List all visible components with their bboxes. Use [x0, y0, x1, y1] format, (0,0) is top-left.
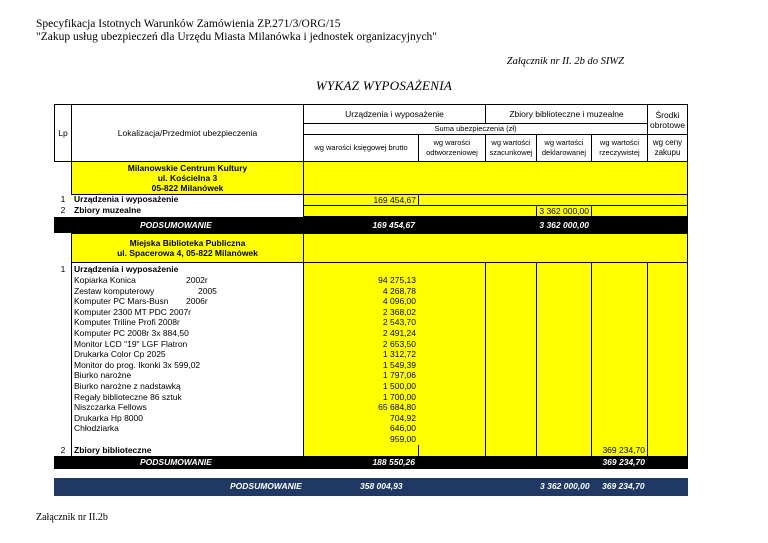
col-lp-header: Lp [54, 104, 72, 162]
col-location-header: Lokalizacja/Przedmiot ubezpieczenia [71, 104, 304, 162]
s1-summary-book: 169 454,67 [372, 220, 415, 230]
item-name: Komputer 2300 MT PDC 2007r [74, 306, 192, 317]
item-year: 2006r [186, 296, 208, 307]
col-declared-header: wg wartości deklarowanej [536, 134, 592, 162]
sum-insured-header: Suma ubezpieczenia (zł) [303, 123, 648, 135]
item-value: 2 368,02 [382, 306, 416, 317]
s2-summary-book: 188 550,26 [372, 457, 415, 467]
item-name: Chłodziarka [74, 423, 119, 434]
item-year: 2005 [198, 285, 217, 296]
col-price-header: wg ceny zakupu [647, 134, 688, 162]
item-value: 2 491,24 [382, 328, 416, 338]
total-declared: 3 362 000,00 [540, 481, 590, 491]
item-year: 2002r [186, 275, 208, 285]
s1-summary-declared: 3 362 000,00 [539, 220, 589, 230]
item-value: 2 543,70 [382, 317, 416, 328]
item-value: 1 312,72 [382, 349, 416, 360]
item-name: Niszczarka Fellows [74, 402, 147, 413]
item-name: Monitor LCD "19" LGF Flatron [74, 338, 188, 349]
spec-subtitle: "Zakup usług ubezpieczeń dla Urzędu Miasta Milanówka i jednostek organizacyjnych" [36, 31, 438, 43]
item-value: 2 653,50 [382, 338, 416, 349]
item-value: 959,00 [390, 434, 416, 444]
item-name: Drukarka Color Cp 2025 [74, 349, 166, 360]
item-name: Biurko narożne z nadstawką [74, 381, 181, 391]
current-assets-header: Środki obrotowe [647, 104, 688, 135]
item-name: Drukarka Hp 8000 [74, 412, 143, 423]
item-value: 1 549,39 [382, 359, 416, 370]
s2-library-real: 369 234,70 [602, 445, 645, 455]
item-value: 4 268,78 [382, 285, 416, 296]
item-name: Regały biblioteczne 86 sztuk [74, 391, 182, 402]
s1-row2-declared: 3 362 000,00 [536, 205, 592, 217]
item-name: Monitor do prog. Ikonki 3x 599,02 [74, 359, 201, 370]
item-name: Komputer PC Mars-Busn [74, 296, 169, 307]
group-equipment-header: Urządzenia i wyposażenie [303, 104, 486, 124]
item-value: 65 684,80 [378, 402, 416, 413]
item-value: 1 500,00 [382, 381, 416, 391]
s1-summary-label: PODSUMOWANIE [140, 220, 212, 230]
item-name: Komputer Triline Profi 2008r [74, 317, 180, 328]
annex-label: Załącznik nr II. 2b do SIWZ [506, 56, 624, 67]
col-replacement-header: wg warości odtworzeniowej [418, 134, 486, 162]
section2-heading-fill [303, 233, 688, 263]
section1-heading-fill [303, 161, 688, 195]
item-value: 704,92 [390, 412, 416, 423]
item-name: Komputer PC 2008r 3x 884,50 [74, 328, 189, 338]
item-name: Zestaw komputerowy [74, 285, 155, 296]
s2-library-label: Zbiory biblioteczne [74, 445, 152, 455]
footer-label: Załącznik nr II.2b [36, 512, 108, 523]
item-name: Biurko narożne [74, 370, 132, 381]
s2-equipment-label: Urządzenia i wyposażenie [74, 264, 179, 274]
total-book: 358 004,93 [360, 481, 403, 491]
s2-row1-lp: 1 [60, 264, 66, 274]
item-value: 1 797,06 [382, 370, 416, 381]
page-title: WYKAZ WYPOSAŻENIA [315, 78, 453, 93]
item-value: 1 700,00 [382, 391, 416, 402]
group-library-header: Zbiory biblioteczne i muzealne [485, 104, 648, 124]
item-value: 646,00 [390, 423, 416, 434]
s1-row2-lp: 2 [60, 205, 66, 215]
total-real: 369 234,70 [602, 481, 645, 491]
s1-row2-fill-right [591, 205, 688, 217]
s1-row2-label: Zbiory muzealne [74, 205, 142, 215]
s1-row1-label: Urządzenia i wyposażenie [74, 194, 179, 204]
s1-row1-book: 169 454,67 [303, 194, 419, 206]
col-estimated-header: wg wartości szacunkowej [485, 134, 537, 162]
item-value: 94 275,13 [378, 275, 416, 285]
item-value: 4 096,00 [382, 296, 416, 307]
s2-summary-real: 369 234,70 [602, 457, 645, 467]
spec-title: Specyfikacja Istotnych Warunków Zamówienia ZP.271/3/ORG/15 [36, 18, 341, 30]
col-book-value-header: wg warości księgowej brutto [303, 134, 419, 162]
section1-heading: Milanowskie Centrum Kultury ul. Kościelna 3 05-822 Milanówek [71, 161, 304, 195]
total-label: PODSUMOWANIE [230, 481, 302, 491]
col-real-header: wg wartości rzeczywistej [591, 134, 648, 162]
item-name: Kopiarka Konica [74, 275, 136, 285]
s2-summary-label: PODSUMOWANIE [140, 457, 212, 467]
section2-heading: Miejska Biblioteka Publiczna ul. Spacerowa 4, 05-822 Milanówek [71, 233, 304, 263]
s1-row2-fill-left [303, 205, 537, 217]
s2-row2-lp: 2 [60, 445, 66, 455]
s1-row1-lp: 1 [60, 194, 66, 204]
